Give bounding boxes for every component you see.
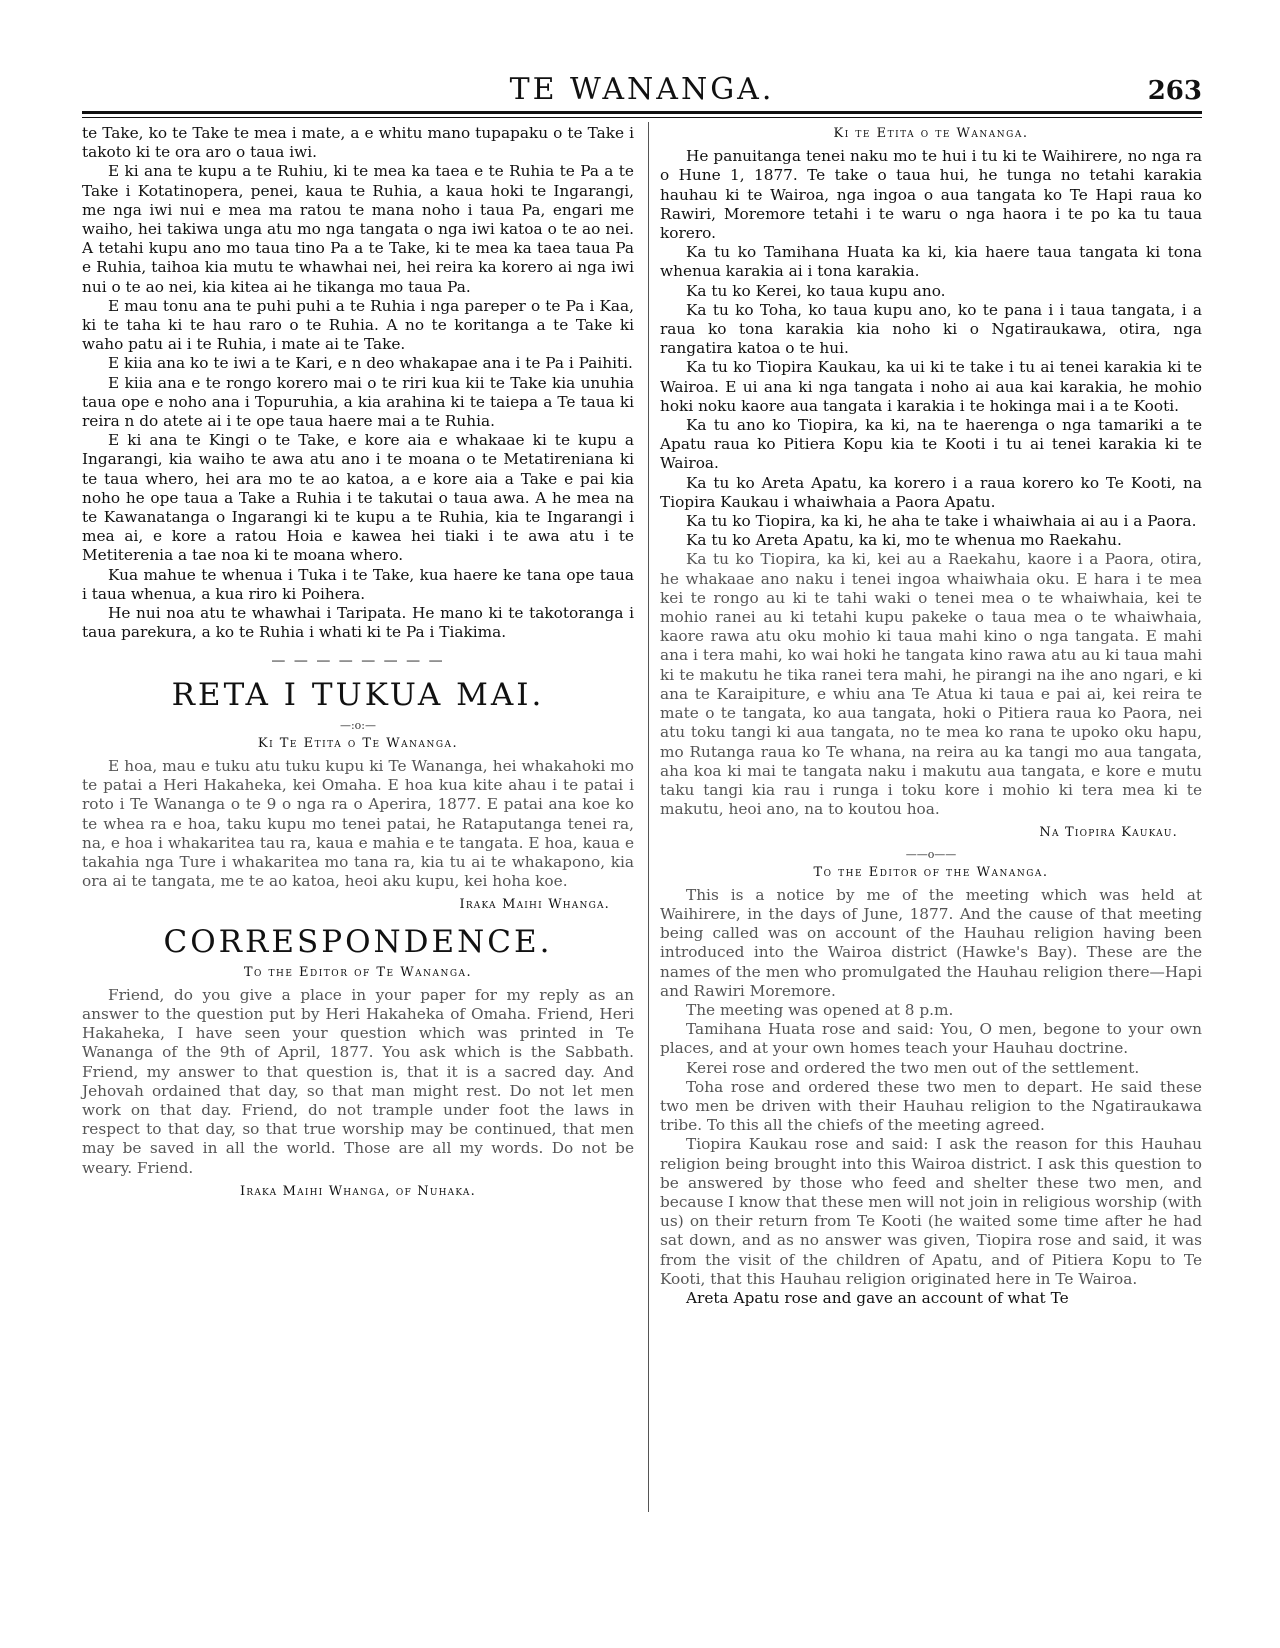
article-paragraph: E ki ana te Kingi o te Take, e kore aia e whakaae ki te kupu a Ingarangi, kia waiho te awa atu ano i te moana o te Metatireniana ki te taua whero, hei ara mo te ao katoa, a e kore aia a Take e pai kia noho he ope taua a Take a Ruhia i te takutai o taua awa. A he mea na te Kawanatanga o Ingarangi ki te kupu a te Ruhia, kia te Ingarangi i mea ai, e kore a ratou Hoia e kawea hei tiaki i te awa atu i te Metiterenia a tae noa ki te moana whero. [82,431,634,565]
article-paragraph: te Take, ko te Take te mea i mate, a e whitu mano tupapaku o te Take i takoto ki te ora aro o taua iwi. [82,124,634,162]
section-separator: — — — — — — — — [271,653,445,670]
letter-paragraph: Ka tu ko Tiopira, ka ki, he aha te take i whaiwhaia ai au i a Paora. [686,512,1197,531]
masthead [82,72,1202,112]
ornament: ——o—— [905,847,957,861]
letter-body: E hoa, mau e tuku atu tuku kupu ki Te Wananga, hei whakahoki mo te patai a Heri Hakaheka, kei Omaha. E hoa kua kite ahau i te patai i roto i Te Wananga o te 9 o nga ra o Aperira, 1877. E patai ana koe ko te whea ra e hoa, taku kupu mo tenei patai, he Rataputanga tenei ra, na, e hoa i whakaritea tau ra, kaua e mahia e te tangata. E hoa, kaua e takahia nga Ture i whakaritea mo tana ra, kia tu ai te whakapono, kia ora ai te tangata, me te ao katoa, heoi aku kupu, kei hoha koe. [82,756,634,891]
article-paragraph: E kiia ana e te rongo korero mai o te riri kua kii te Take kia unuhia taua ope e noho ana i Topuruhia, a kia arahina ki te taiepa a Te taua ki reira n do atete ai i te ope taua haere mai a te Ruhia. [82,373,634,431]
article-paragraph: E ki ana te kupu a te Ruhiu, ki te mea ka taea e te Ruhia te Pa a te Take i Kotatinopera, penei, kaua te Ruhia, a kaua hoki te Ingarangi, me nga iwi nui e mea ma ratou te mana noho i taua Pa, engari me waiho, hei takiwa unga atu mo nga tangata o nga iwi katoa o te ao nei. A tetahi kupu ano mo taua tino Pa a te Take, ki te mea ka taea taua Pa e Ruhia, taihoa kia mutu te whawhai nei, hei reira ka korero ai nga iwi nui o te ao nei, kia kitea ai he tikanga mo taua Pa. [82,162,634,296]
letter-paragraph: Tamihana Huata rose and said: You, O men, begone to your own places, and at your own homes teach your Hauhau doctrine. [660,1020,1202,1058]
letter-paragraph: Ka tu ko Areta Apatu, ka ki, mo te whenua mo Raekahu. [686,531,1122,550]
article-paragraph: E mau tonu ana te puhi puhi a te Ruhia i nga pareper o te Pa i Kaa, ki te taha ki te hau raro o te Ruhia. A no te koritanga a te Take ki waho patu ai i te Ruhia, i mate ai te Take. [82,296,634,354]
column-divider [648,122,649,1512]
article-paragraph: He nui noa atu te whawhai i Taripata. He mano ki te takotoranga i taua parekura, a ko te Ruhia i whati ki te Pa i Tiakima. [82,604,634,642]
left-column [82,124,634,1203]
letter-paragraph: Ka tu ko Toha, ko taua kupu ano, ko te pana i i taua tangata, i a raua ko tona karakia kia noho ki o Ngatiraukawa, otira, nga rangatira katoa o te hui. [660,300,1202,358]
letter-title: RETA I TUKUA MAI. [171,676,545,713]
letter-lead: This is a notice by me of the meeting which was held at Waihirere, in the days of June, 1877. And the cause of that meeting being called was on account of the Hauhau religion having been introduced into the Wairoa district (Hawke's Bay). These are the names of the men who promulgated the Hauhau religion there—Hapi and Rawiri Moremore. [660,885,1202,1000]
article-paragraph: Kua mahue te whenua i Tuka i te Take, kua haere ke tana ope taua i taua whenua, a kua riro ki Poihera. [82,565,634,603]
letter-lead: He panuitanga tenei naku mo te hui i tu ki te Waihirere, no nga ra o Hune 1, 1877. Te take o taua hui, he tunga no tetahi karakia hauhau ki te Wairoa, nga ingoa o aua tangata ko Te Hapi raua ko Rawiri, Moremore tetahi i te waru o nga haora i te po ka tu taua korero. [660,147,1202,243]
right-column [660,124,1202,1308]
letter-addressee: To the Editor of Te Wananga. [243,964,473,980]
letter-paragraph: The meeting was opened at 8 p.m. [686,1000,954,1019]
correspondence-title: CORRESPONDENCE. [163,923,553,960]
letter-paragraph: Ka tu ko Kerei, ko taua kupu ano. [686,281,946,300]
letter-paragraph: Toha rose and ordered these two men to depart. He said these two men be driven with their Hauhau religion to the Ngatiraukawa tribe. To this all the chiefs of the meeting agreed. [660,1077,1202,1135]
letter-paragraph: Ka tu ano ko Tiopira, ka ki, na te haerenga o nga tamariki a te Apatu raua ko Pitiera Kopu kia te Kooti i tu ai tenei karakia ki te Wairoa. [660,416,1202,473]
ornament: —:o:— [339,718,377,732]
letter-paragraph: Areta Apatu rose and gave an account of what Te [686,1288,1069,1307]
letter-paragraph: Ka tu ko Tamihana Huata ka ki, kia haere taua tangata ki tona whenua karakia ai i tona karakia. [660,243,1202,281]
header-rule-thin [82,117,1202,118]
letter-addressee: To the Editor of the Wananga. [813,864,1049,880]
article-paragraph: E kiia ana ko te iwi a te Kari, e n deo whakapae ana i te Pa i Paihiti. [108,354,633,373]
header-rule-thick [82,111,1202,114]
letter-paragraph: Ka tu ko Tiopira, ka ki, kei au a Raekahu, kaore i a Paora, otira, he whakaae ano naku i tenei ingoa whaiwhaia oku. E hara i te mea kei te rongo au ki te tahi waki o tenei mea o te whaiwhaia, kei te mohio ranei au ki tetahi kupu pakeke o taua mea o te whaiwhaia, kaore rawa atu oku mohio ki taua mahi kino o nga tangata. E mahi ana i tera mahi, ko wai hoki he tangata kino rawa atu au ki taua mahi ki te makutu he tika ranei tera mahi, he pirangi na ihe ano ngari, e ki ana te Karaipiture, e whiu ana Te Atua ki taua e pai ai, kei reira te mate o te tangata, ko aua tangata, hoki o Pitiera raua ko Paora, nei atu toku tangi ki aua tangata, no te mea ko rana te upoko oku hapu, mo Rutanga raua ko Te whana, na reira au ka tangi mo aua tangata, aha koa ki mai te tangata naku i makutu aua tangata, e kore e mutu taku tangi kia rau i runga i toku kore i mohio ki tera mea ki te makutu, heoi ano, na to koutou hoa. [660,550,1202,819]
letter-signature: Na Tiopira Kaukau. [1039,825,1178,841]
letter-paragraph: Ka tu ko Areta Apatu, ka korero i a raua korero ko Te Kooti, na Tiopira Kaukau i whaiwhaia a Paora Apatu. [660,473,1202,511]
newspaper-title: TE WANANGA. [509,72,775,107]
letter-signature: Iraka Maihi Whanga. [459,897,610,913]
letter-addressee: Ki Te Etita o Te Wananga. [257,735,459,751]
letter-signature: Iraka Maihi Whanga, of Nuhaka. [240,1183,476,1199]
page-number: 263 [1147,76,1202,106]
letter-paragraph: Kerei rose and ordered the two men out of the settlement. [686,1058,1140,1077]
letter-addressee: Ki te Etita o te Wananga. [833,126,1029,141]
letter-paragraph: Ka tu ko Tiopira Kaukau, ka ui ki te take i tu ai tenei karakia ki te Wairoa. E ui ana ki nga tangata i noho ai aua kai karakia, he mohio hoki noku kaore aua tangata i karakia i te hokinga mai i a te Kooti. [660,358,1202,415]
letter-body: Friend, do you give a place in your paper for my reply as an answer to the question put by Heri Hakaheka of Omaha. Friend, Heri Hakaheka, I have seen your question which was printed in Te Wananga of the 9th of April, 1877. You ask which is the Sabbath. Friend, my answer to that question is, that it is a sacred day. And Jehovah ordained that day, so that man might rest. Do not let men work on that day. Friend, do not trample under foot the laws in respect to that day, so that true worship may be continued, that men may be saved in all the world. Those are all my words. Do not be weary. Friend. [82,985,634,1177]
letter-paragraph: Tiopira Kaukau rose and said: I ask the reason for this Hauhau religion being brought into this Wairoa district. I ask this question to be answered by those who feed and shelter these two men, and because I know that these men will not join in religious worship (with us) on their return from Te Kooti (he waited some time after he had sat down, and as no answer was given, Tiopira rose and said, it was from the visit of the children of Apatu, and of Pitiera Kopu to Te Kooti, that this Hauhau religion originated here in Te Wairoa. [660,1135,1202,1288]
